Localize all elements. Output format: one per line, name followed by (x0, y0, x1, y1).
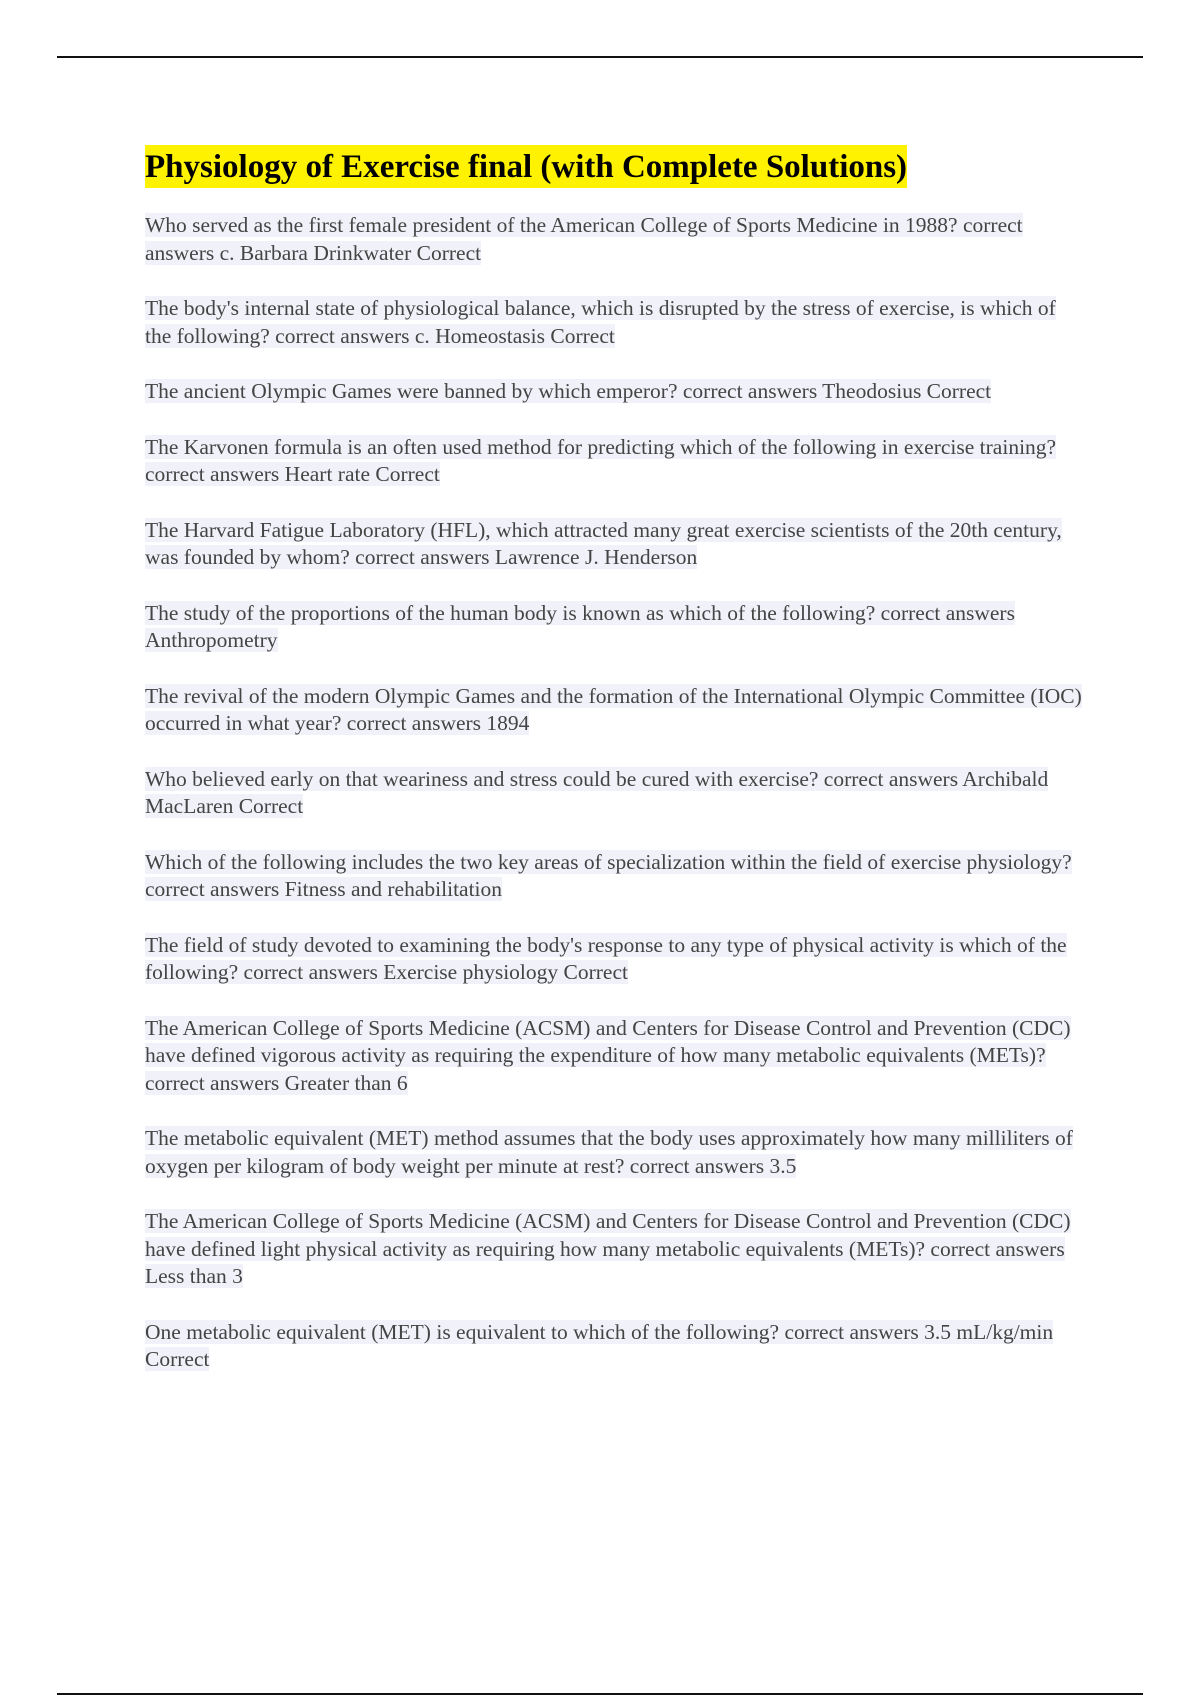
qa-text: The American College of Sports Medicine (ACSM) and Centers for Disease Control and Prevention (CDC) have defined light physical activity as requiring how many metabolic equivalents (METs)? correct answers Less than 3 (145, 1209, 1071, 1288)
qa-item (145, 378, 1085, 406)
title-block (145, 142, 1085, 200)
qa-text: Who served as the first female president of the American College of Sports Medicine in 1988? correct answers c. Barbara Drinkwater Correct (145, 213, 1023, 265)
qa-item (145, 295, 1085, 350)
qa-text: The field of study devoted to examining the body's response to any type of physical activity is which of the following? correct answers Exercise physiology Correct (145, 932, 1067, 984)
qa-item (145, 1125, 1085, 1180)
qa-item (145, 1208, 1085, 1291)
qa-item (145, 683, 1085, 738)
qa-item (145, 434, 1085, 489)
qa-item (145, 932, 1085, 987)
qa-text: The ancient Olympic Games were banned by which emperor? correct answers Theodosius Correct (145, 379, 992, 403)
qa-item (145, 212, 1085, 267)
qa-text: The body's internal state of physiological balance, which is disrupted by the stress of exercise, is which of the following? correct answers c. Homeostasis Correct (145, 296, 1056, 348)
top-rule (57, 56, 1143, 58)
qa-text: Which of the following includes the two key areas of specialization within the field of exercise physiology? correct answers Fitness and rehabilitation (145, 849, 1072, 901)
qa-text: Who believed early on that weariness and stress could be cured with exercise? correct answers Archibald MacLaren Correct (145, 766, 1049, 818)
qa-text: The Karvonen formula is an often used method for predicting which of the following in exercise training? correct answers Heart rate Correct (145, 434, 1057, 486)
qa-text: The study of the proportions of the human body is known as which of the following? correct answers Anthropometry (145, 600, 1015, 652)
qa-item (145, 766, 1085, 821)
page-title: Physiology of Exercise final (with Complete Solutions) (145, 145, 907, 188)
qa-text: The revival of the modern Olympic Games and the formation of the International Olympic Committee (IOC) occurred in what year? correct answers 1894 (145, 683, 1082, 735)
qa-text: The American College of Sports Medicine (ACSM) and Centers for Disease Control and Prevention (CDC) have defined vigorous activity as requiring the expenditure of how many metabolic equivalents (METs)? correct answers Greater than 6 (145, 1015, 1071, 1095)
qa-text: The Harvard Fatigue Laboratory (HFL), which attracted many great exercise scientists of the 20th century, was founded by whom? correct answers Lawrence J. Henderson (145, 517, 1062, 569)
qa-text: The metabolic equivalent (MET) method assumes that the body uses approximately how many milliliters of oxygen per kilogram of body weight per minute at rest? correct answers 3.5 (145, 1126, 1073, 1178)
qa-text: One metabolic equivalent (MET) is equivalent to which of the following? correct answers 3.5 mL/kg/min Correct (145, 1319, 1054, 1371)
qa-item (145, 849, 1085, 904)
bottom-rule (57, 1693, 1143, 1695)
qa-item (145, 1319, 1085, 1374)
qa-list (145, 212, 1085, 1374)
document-body (145, 142, 1085, 1402)
qa-item (145, 517, 1085, 572)
qa-item (145, 1015, 1085, 1098)
qa-item (145, 600, 1085, 655)
